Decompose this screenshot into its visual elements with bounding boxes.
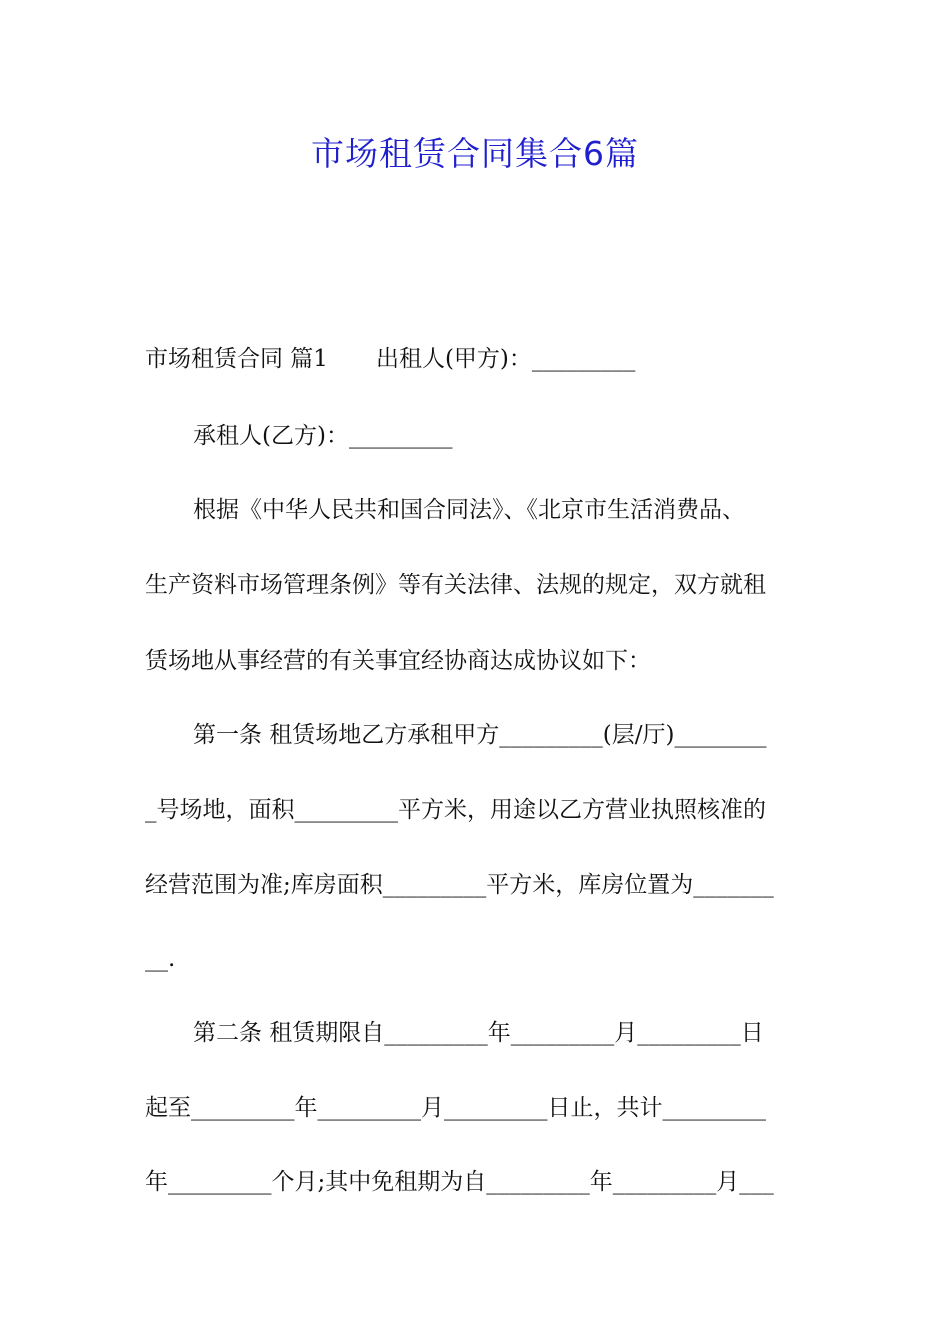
lessor-field: 出租人(甲方)：_________ — [375, 346, 636, 372]
paragraph-line-3: 根据《中华人民共和国合同法》、《北京市生活消费品、 — [193, 497, 745, 523]
paragraph-line-9: __. — [145, 946, 176, 972]
paragraph-line-6: 第一条 租赁场地乙方承租甲方_________(层/厅)________ — [193, 722, 767, 748]
paragraph-line-1 — [145, 343, 810, 375]
paragraph-line-4: 生产资料市场管理条例》等有关法律、法规的规定，双方就租 — [145, 572, 766, 598]
paragraph-line-2: 承租人(乙方)：_________ — [193, 423, 453, 449]
paragraph-line-8: 经营范围为准;库房面积_________平方米，库房位置为_______ — [145, 872, 774, 898]
document-title: 市场租赁合同集合6篇 — [311, 134, 639, 173]
paragraph-line-11: 起至_________年_________月_________日止，共计_________ — [145, 1095, 766, 1121]
paragraph-line-7: _号场地，面积_________平方米，用途以乙方营业执照核准的 — [145, 797, 766, 823]
paragraph-line-12: 年_________个月;其中免租期为自_________年_________月___ — [145, 1169, 774, 1195]
paragraph-line-10: 第二条 租赁期限自_________年_________月_________日 — [193, 1020, 764, 1046]
paragraph-line-5: 赁场地从事经营的有关事宜经协商达成协议如下： — [145, 648, 651, 674]
section-heading: 市场租赁合同 篇1 — [145, 346, 328, 372]
